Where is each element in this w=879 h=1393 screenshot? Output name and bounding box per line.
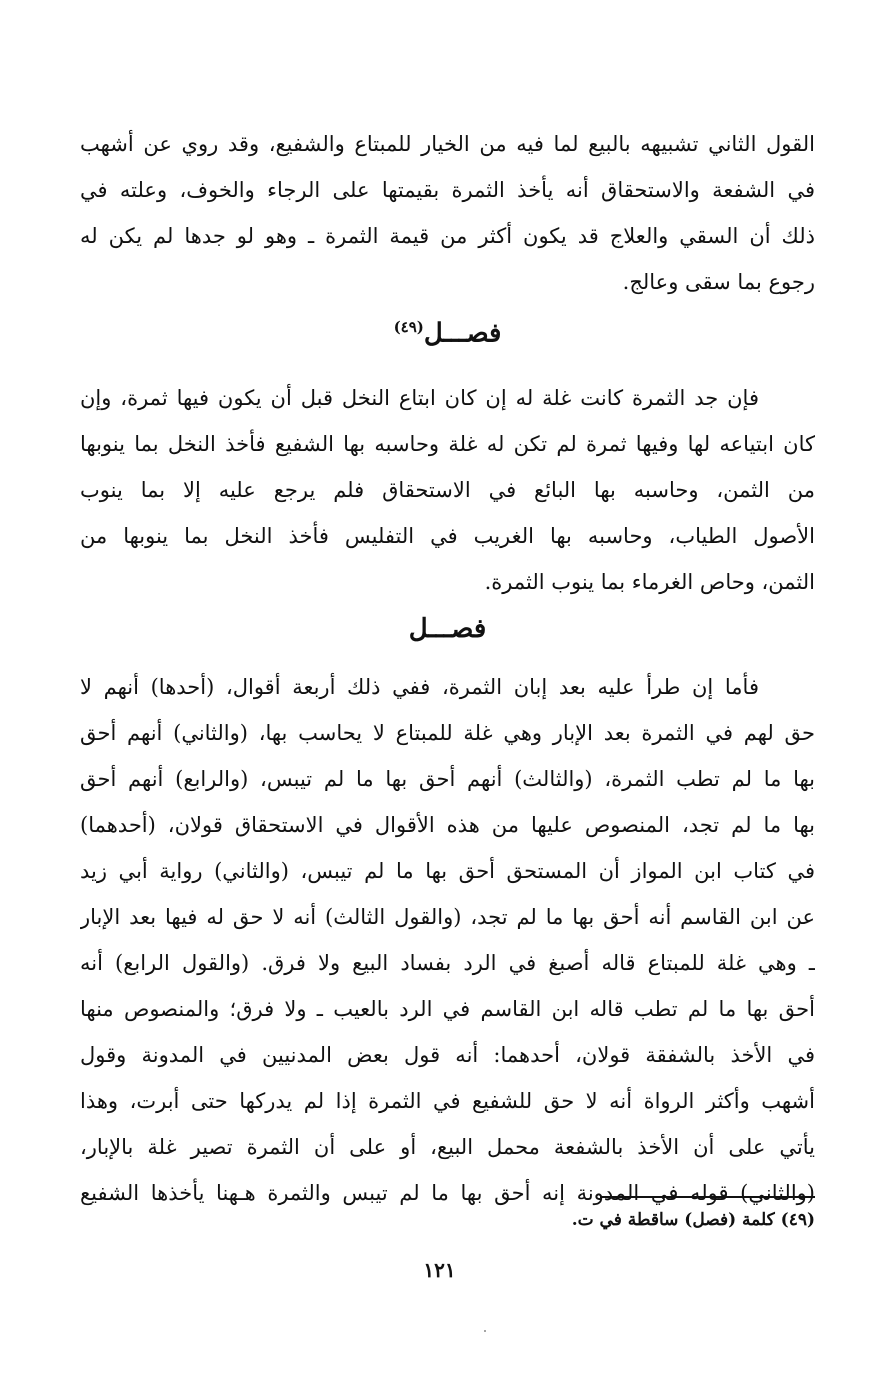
paragraph-3-line: أشهب وأكثر الرواة أنه لا حق للشفيع في الثمرة إذا لم يدركها حتى أبرت، وهذا <box>80 1089 815 1113</box>
paragraph-3-line: ـ وهي غلة للمبتاع قاله أصبغ في الرد بفساد البيع ولا فرق. (والقول الرابع) أنه <box>80 951 815 975</box>
footnote-reference: (٤٩) <box>393 318 424 336</box>
paragraph-3-line: في الأخذ بالشفقة قولان، أحدهما: أنه قول بعض المدنيين في المدونة وقول <box>80 1043 815 1067</box>
footnote-divider <box>600 1196 815 1198</box>
paragraph-3-line: أحق بها ما لم تطب قاله ابن القاسم في الرد بالعيب ـ ولا فرق؛ والمنصوص منها <box>80 997 815 1021</box>
footnote: (٤٩) كلمة (فصل) ساقطة في ت. <box>571 1210 815 1230</box>
paragraph-3-line: في كتاب ابن المواز أن المستحق أحق بها ما لم تيبس، (والثاني) رواية أبي زيد <box>80 859 815 883</box>
paragraph-1 <box>80 121 815 305</box>
paragraph-1-line: القول الثاني تشبيهه بالبيع لما فيه من الخيار للمبتاع والشفيع، وقد روي عن أشهب <box>80 132 815 156</box>
section-heading-1 <box>80 318 815 349</box>
paragraph-3-line: بها ما لم تجد، المنصوص عليها من هذه الأقوال في الاستحقاق قولان، (أحدهما) <box>80 813 815 837</box>
paragraph-3-line: فأما إن طرأ عليه بعد إبان الثمرة، ففي ذلك أربعة أقوال، (أحدها) أنهم لا <box>80 675 759 699</box>
paragraph-2-line: الأصول الطياب، وحاسبه بها الغريب في التفليس فأخذ النخل بما ينوبها من <box>80 524 815 548</box>
paragraph-2-line: الثمن، وحاص الغرماء بما ينوب الثمرة. <box>484 570 815 594</box>
scan-speck <box>484 1330 486 1332</box>
paragraph-3-line: عن ابن القاسم أنه أحق بها ما لم تجد، (والقول الثالث) أنه لا حق له فيها بعد الإبار <box>80 905 815 929</box>
paragraph-2-line: فإن جد الثمرة كانت غلة له إن كان ابتاع النخل قبل أن يكون فيها ثمرة، وإن <box>80 386 759 410</box>
section-heading-1-title: فصـــل <box>423 318 502 349</box>
paragraph-1-line: رجوع بما سقى وعالج. <box>622 270 815 294</box>
page-number: ١٢١ <box>423 1258 456 1282</box>
paragraph-2-line: كان ابتياعه لها وفيها ثمرة لم تكن له غلة وحاسبه بها الشفيع فأخذ النخل بما ينوبها <box>80 432 815 456</box>
paragraph-3 <box>80 664 815 1216</box>
section-heading-2 <box>80 614 815 644</box>
paragraph-3-line: بها ما لم تطب الثمرة، (والثالث) أنهم أحق بها ما لم تيبس، (والرابع) أنهم أحق <box>80 767 815 791</box>
paragraph-3-line: يأتي على أن الأخذ بالشفعة محمل البيع، أو على أن الثمرة تصير غلة بالإبار، <box>80 1135 815 1159</box>
paragraph-2-line: من الثمن، وحاسبه بها البائع في الاستحقاق فلم يرجع عليه إلا بما ينوب <box>80 478 815 502</box>
paragraph-1-line: ذلك أن السقي والعلاج قد يكون أكثر من قيمة الثمرة ـ وهو لو جدها لم يكن له <box>80 224 815 248</box>
paragraph-3-line: حق لهم في الثمرة بعد الإبار وهي غلة للمبتاع لا يحاسب بها، (والثاني) أنهم أحق <box>80 721 815 745</box>
section-heading-2-title: فصـــل <box>408 614 487 644</box>
paragraph-2 <box>80 375 815 605</box>
paragraph-3-line: (والثاني) قوله في المدونة إنه أحق بها ما لم تيبس والثمرة هـهنا يأخذها الشفيع <box>80 1181 815 1205</box>
paragraph-1-line: في الشفعة والاستحقاق أنه يأخذ الثمرة بقيمتها على الرجاء والخوف، وعلته في <box>80 178 815 202</box>
